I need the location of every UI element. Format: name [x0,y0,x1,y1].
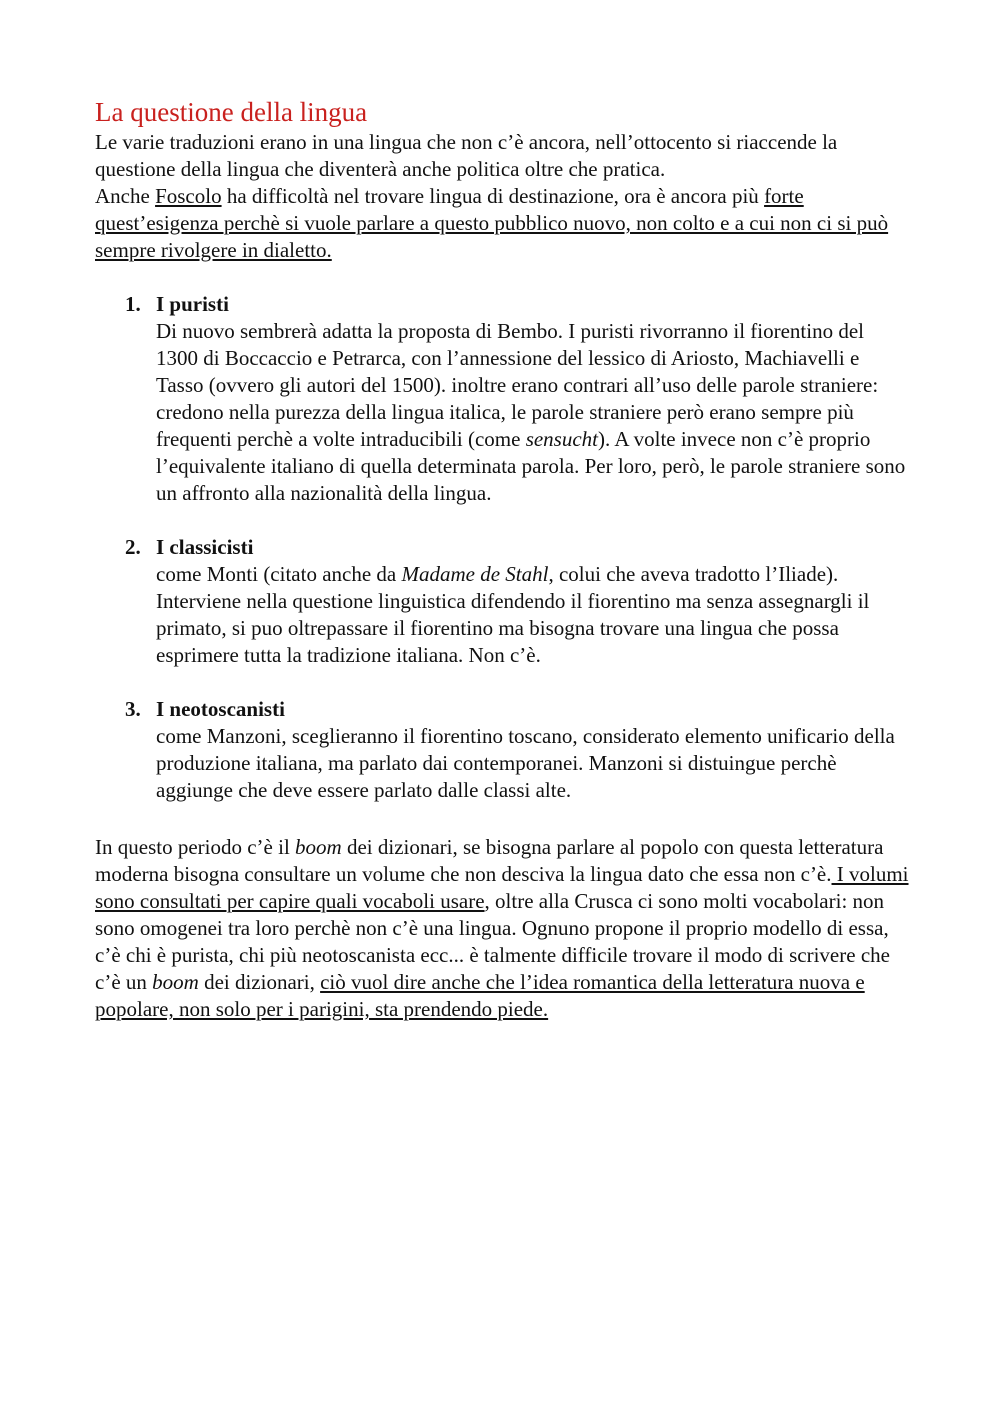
intro-paragraph-2 [95,183,910,264]
closing-text: dei dizionari, se bisogna parlare al popolo con questa letteratura moderna bisogna consultare un volume che non desciva la lingua dato che essa non c’è. [95,835,884,886]
list-item-neotoscanisti [95,696,910,804]
italic-term: sensucht [525,427,599,451]
italic-boom: boom [295,835,342,859]
section-text: ). A volte invece non c’è proprio l’equivalente italiano di quella determinata parola. Per loro, però, le parole straniere sono un affronto alla nazionalità della lingua. [156,427,906,505]
closing-text: dei dizionari, [198,970,321,994]
list-number: 1. [125,292,141,316]
foscolo-underlined: Foscolo [155,184,222,208]
section-text: Di nuovo sembrerà adatta la proposta di Bembo. I puristi rivorranno il fiorentino del 1300 di Boccaccio e Petrarca, con l’annessione del lessico di Ariosto, Machiavelli e Tasso (ovvero gli autori del 1500). inoltre erano contrari all’uso delle parole straniere: credono nella purezza della lingua italica, le parole straniere però erano sempre più frequenti perchè a volte intraducibili (come [156,319,879,451]
list-item-classicisti [95,534,910,669]
numbered-list [95,291,910,804]
intro-underlined-text: forte quest’esigenza perchè si vuole parlare a questo pubblico nuovo, non colto e a cui non ci si può sempre rivolgere in dialetto. [95,184,889,262]
closing-underlined-1: I volumi sono consultati per capire quali vocaboli usare [95,862,909,913]
section-text: , colui che aveva tradotto l’Iliade). Interviene nella questione linguistica difendendo il fiorentino ma senza assegnargli il primato, si puo oltrepassare il fiorentino ma bisogna trovare una lingua che possa esprimere tutta la tradizione italiana. Non c’è. [156,562,870,667]
intro-paragraph-1: Le varie traduzioni erano in una lingua che non c’è ancora, nell’ottocento si riaccende la questione della lingua che diventerà anche politica oltre che pratica. [95,130,838,181]
intro-text: Anche [95,184,156,208]
closing-text: In questo periodo c’è il [95,835,296,859]
italic-boom: boom [152,970,199,994]
italic-term: Madame de Stahl [401,562,549,586]
section-heading: I neotoscanisti [156,697,285,721]
section-heading: I puristi [156,292,229,316]
list-item-puristi [95,291,910,507]
closing-text: , oltre alla Crusca ci sono molti vocabolari: non sono omogenei tra loro perchè non c’è una lingua. Ognuno propone il proprio modello di essa, c’è chi è purista, chi più neotoscanista ecc... è talmente difficile trovare il modo di scrivere che c’è un [95,889,890,994]
intro-text: ha difficoltà nel trovare lingua di destinazione, ora è ancora più [221,184,765,208]
list-number: 3. [125,697,141,721]
document-page [95,96,910,1023]
closing-paragraph [95,834,910,1023]
closing-underlined-2: ciò vuol dire anche che l’idea romantica della letteratura nuova e popolare, non solo per i parigini, sta prendendo piede. [95,970,865,1021]
page-title: La questione della lingua [95,97,368,127]
section-text: come Manzoni, sceglieranno il fiorentino toscano, considerato elemento unificario della produzione italiana, ma parlato dai contemporanei. Manzoni si distuingue perchè aggiunge che deve essere parlato dalle classi alte. [156,724,895,802]
section-heading: I classicisti [156,535,254,559]
section-text: come Monti (citato anche da [156,562,402,586]
list-number: 2. [125,535,141,559]
